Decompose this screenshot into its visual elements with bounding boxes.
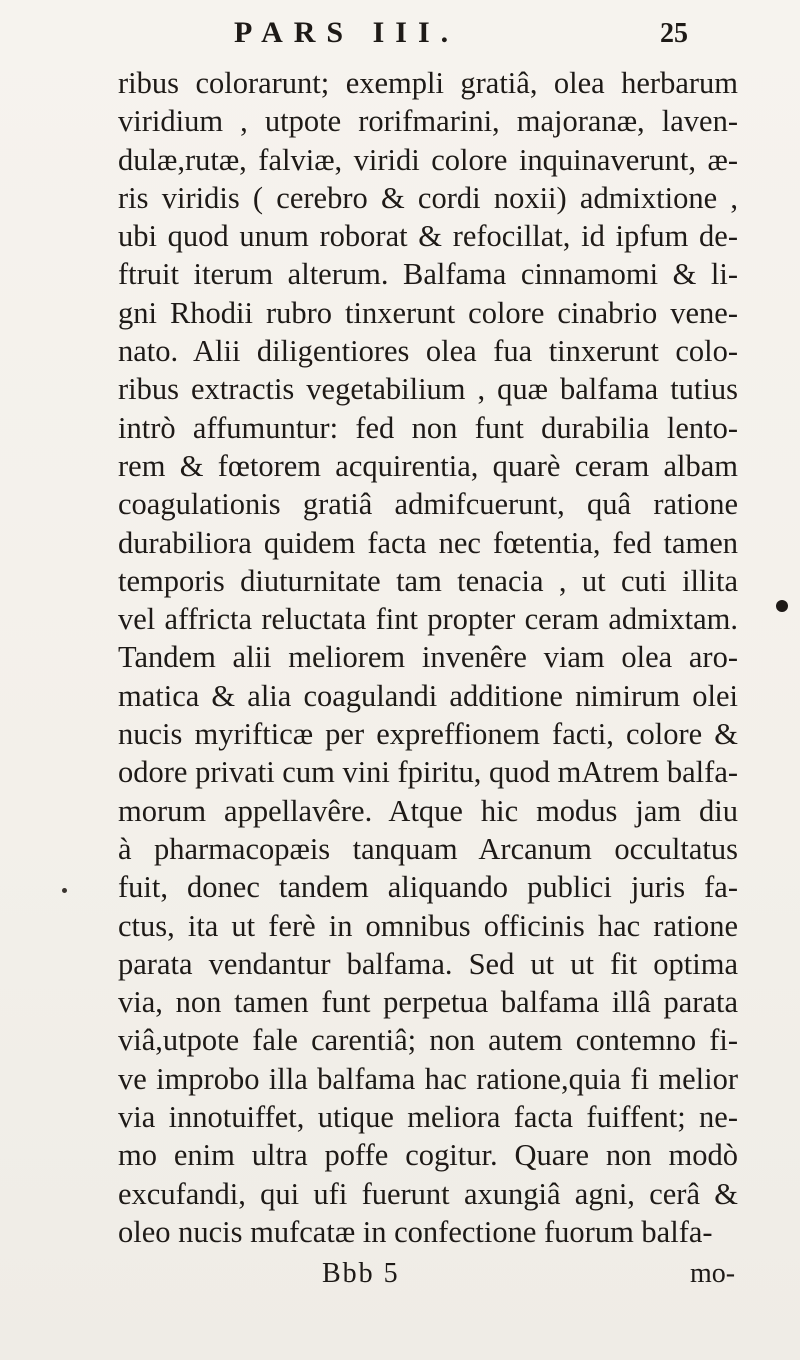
text-line: viâ,utpote fale carentiâ; non autem contemno fi- [118, 1023, 738, 1058]
text-line: ftruit iterum alterum. Balfama cinnamomi & li- [118, 257, 738, 292]
text-line: matica & alia coagulandi additione nimirum olei [118, 678, 738, 713]
text-line: ctus, ita ut ferè in omnibus officinis hac ratione [118, 908, 738, 943]
text-line: fuit, donec tandem aliquando publici juris fa- [118, 870, 738, 905]
text-line: Tandem alii meliorem invenêre viam olea aro- [118, 640, 738, 675]
text-line: viridium , utpote rorifmarini, majoranæ, laven- [118, 104, 738, 139]
text-line: morum appellavêre. Atque hic modus jam diu [118, 793, 738, 828]
ink-speck-mark [62, 888, 67, 893]
ink-dot-mark [776, 600, 788, 612]
text-line: coagulationis gratiâ admifcuerunt, quâ ratione [118, 487, 738, 522]
text-line: ris viridis ( cerebro & cordi noxii) admixtione , [118, 180, 738, 215]
text-line: nucis myrifticæ per expreffionem facti, colore & [118, 717, 738, 752]
text-line: rem & fœtorem acquirentia, quarè ceram albam [118, 448, 738, 483]
text-line: gni Rhodii rubro tinxerunt colore cinabrio vene- [118, 295, 738, 330]
running-head: PARS III. [234, 16, 460, 49]
text-line: oleo nucis mufcatæ in confectione fuorum balfa- [118, 1214, 713, 1249]
text-line: ubi quod unum roborat & refocillat, id ipfum de- [118, 219, 738, 254]
text-line: via, non tamen funt perpetua balfama illâ parata [118, 985, 738, 1020]
page-number: 25 [660, 18, 688, 49]
page-footer [0, 1258, 800, 1298]
text-line: via innotuiffet, utique meliora facta fuiffent; ne- [118, 1100, 738, 1135]
text-line: parata vendantur balfama. Sed ut ut fit optima [118, 946, 738, 981]
text-line: excufandi, qui ufi fuerunt axungiâ agni, cerâ & [118, 1176, 738, 1211]
text-line: temporis diuturnitate tam tenacia , ut cuti illita [118, 563, 738, 598]
text-line: mo enim ultra poffe cogitur. Quare non modò [118, 1138, 738, 1173]
body-text [118, 64, 738, 1251]
signature-mark: Bbb 5 [322, 1258, 400, 1289]
text-line: ribus colorarunt; exempli gratiâ, olea herbarum [118, 66, 738, 100]
text-line: nato. Alii diligentiores olea fua tinxerunt colo- [118, 334, 738, 369]
text-line: vel affricta reluctata fint propter ceram admixtam. [118, 602, 738, 637]
text-line: durabiliora quidem facta nec fœtentia, fed tamen [118, 525, 738, 560]
text-line: ribus extractis vegetabilium , quæ balfama tutius [118, 372, 738, 407]
text-line: dulæ,rutæ, falviæ, viridi colore inquinaverunt, æ- [118, 142, 738, 177]
text-line: ve improbo illa balfama hac ratione,quia fi melior [118, 1061, 738, 1096]
text-line: odore privati cum vini fpiritu, quod mAtrem balfa- [118, 755, 739, 790]
catchword: mo- [690, 1258, 736, 1289]
text-line: à pharmacopæis tanquam Arcanum occultatus [118, 831, 738, 866]
page-header [0, 16, 800, 60]
text-line: intrò affumuntur: fed non funt durabilia lento- [118, 410, 738, 445]
